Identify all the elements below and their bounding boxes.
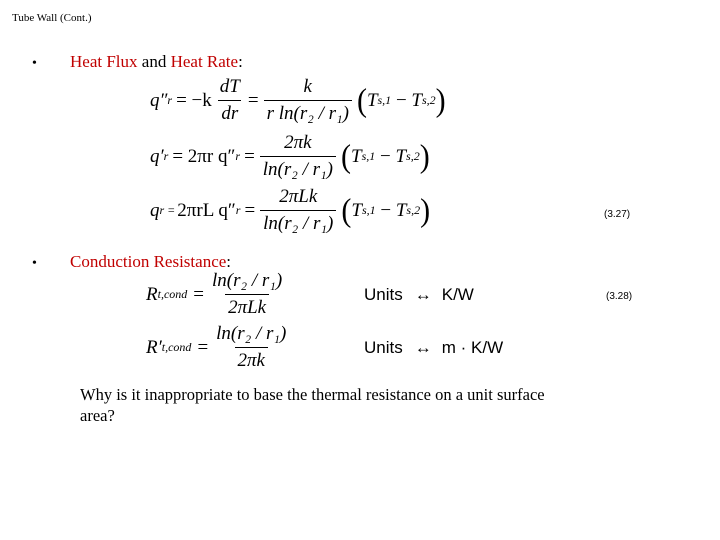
equation-heat-rate-per-length: q′ r = 2πr q″ r = $\frac{2\pi k}{\text{ln(r₂ / r₁)}}$ ( T s,1 − T s,2 )	[150, 132, 430, 180]
rate-fraction: $\frac{\text{2πLk}}{\text{ln(r₂ / r₁)}}$	[260, 186, 336, 235]
equation-number-3-27: (3.27)	[604, 209, 631, 220]
bullet-icon: •	[32, 56, 37, 71]
and-text: and	[137, 52, 171, 71]
rate-per-length-fraction: $\frac{2\pi k}{\text{ln(r₂ / r₁)}}$	[260, 132, 336, 181]
flux-fraction: $\frac{k}{\text{r ln(r₂ / r₁)}}$	[264, 76, 352, 125]
equation-number-3-28: (3.28)	[606, 291, 633, 302]
units-row-1: Units ↔ K/W	[364, 285, 474, 304]
double-arrow-icon: ↔	[414, 338, 432, 357]
colon: :	[226, 252, 232, 271]
bullet-conduction-resistance	[32, 252, 231, 272]
conduction-resistance-label: Conduction Resistance	[70, 252, 227, 271]
equation-resistance: R t,cond = $\frac{\text{ln(r₂ / r₁)}}{\text{2πLk}}$	[146, 270, 290, 319]
heat-flux-label: Heat Flux	[70, 52, 138, 71]
slide-title: Tube Wall (Cont.)	[12, 12, 92, 24]
eq-lhs: q″	[150, 89, 168, 111]
bullet-icon: •	[32, 256, 37, 271]
equation-heat-flux: q″ r = −k $\frac{dT}{dr}$ = $\frac{k}{\text{r ln(r₂ / r₁)}}$ ( T s,1 − T s,2 )	[150, 76, 446, 124]
double-arrow-icon: ↔	[414, 285, 432, 304]
resistance-per-length-fraction: $\frac{\text{ln(r₂ / r₁)}}{2\pi k}$	[216, 323, 287, 371]
derivative-fraction: $\frac{dT}{dr}$	[219, 76, 240, 124]
heat-rate-label: Heat Rate	[170, 52, 239, 71]
discussion-question: Why is it inappropriate to base the thermal resistance on a unit surface area?	[80, 385, 545, 425]
units-row-2: Units ↔ m · K/W	[364, 338, 504, 357]
resistance-fraction: $\frac{\text{ln(r₂ / r₁)}}{\text{2πLk}}$	[212, 270, 283, 318]
colon: :	[238, 52, 243, 71]
equation-heat-rate: q r = 2πrL q″ r = $\frac{\text{2πLk}}{\text{ln(r₂ / r₁)}}$ ( T s,1 − T s,2 )	[150, 186, 431, 234]
equation-resistance-per-length: R′ t,cond = $\frac{\text{ln(r₂ / r₁)}}{2\pi k}$	[146, 323, 294, 372]
bullet-heat-flux-rate	[32, 52, 243, 72]
